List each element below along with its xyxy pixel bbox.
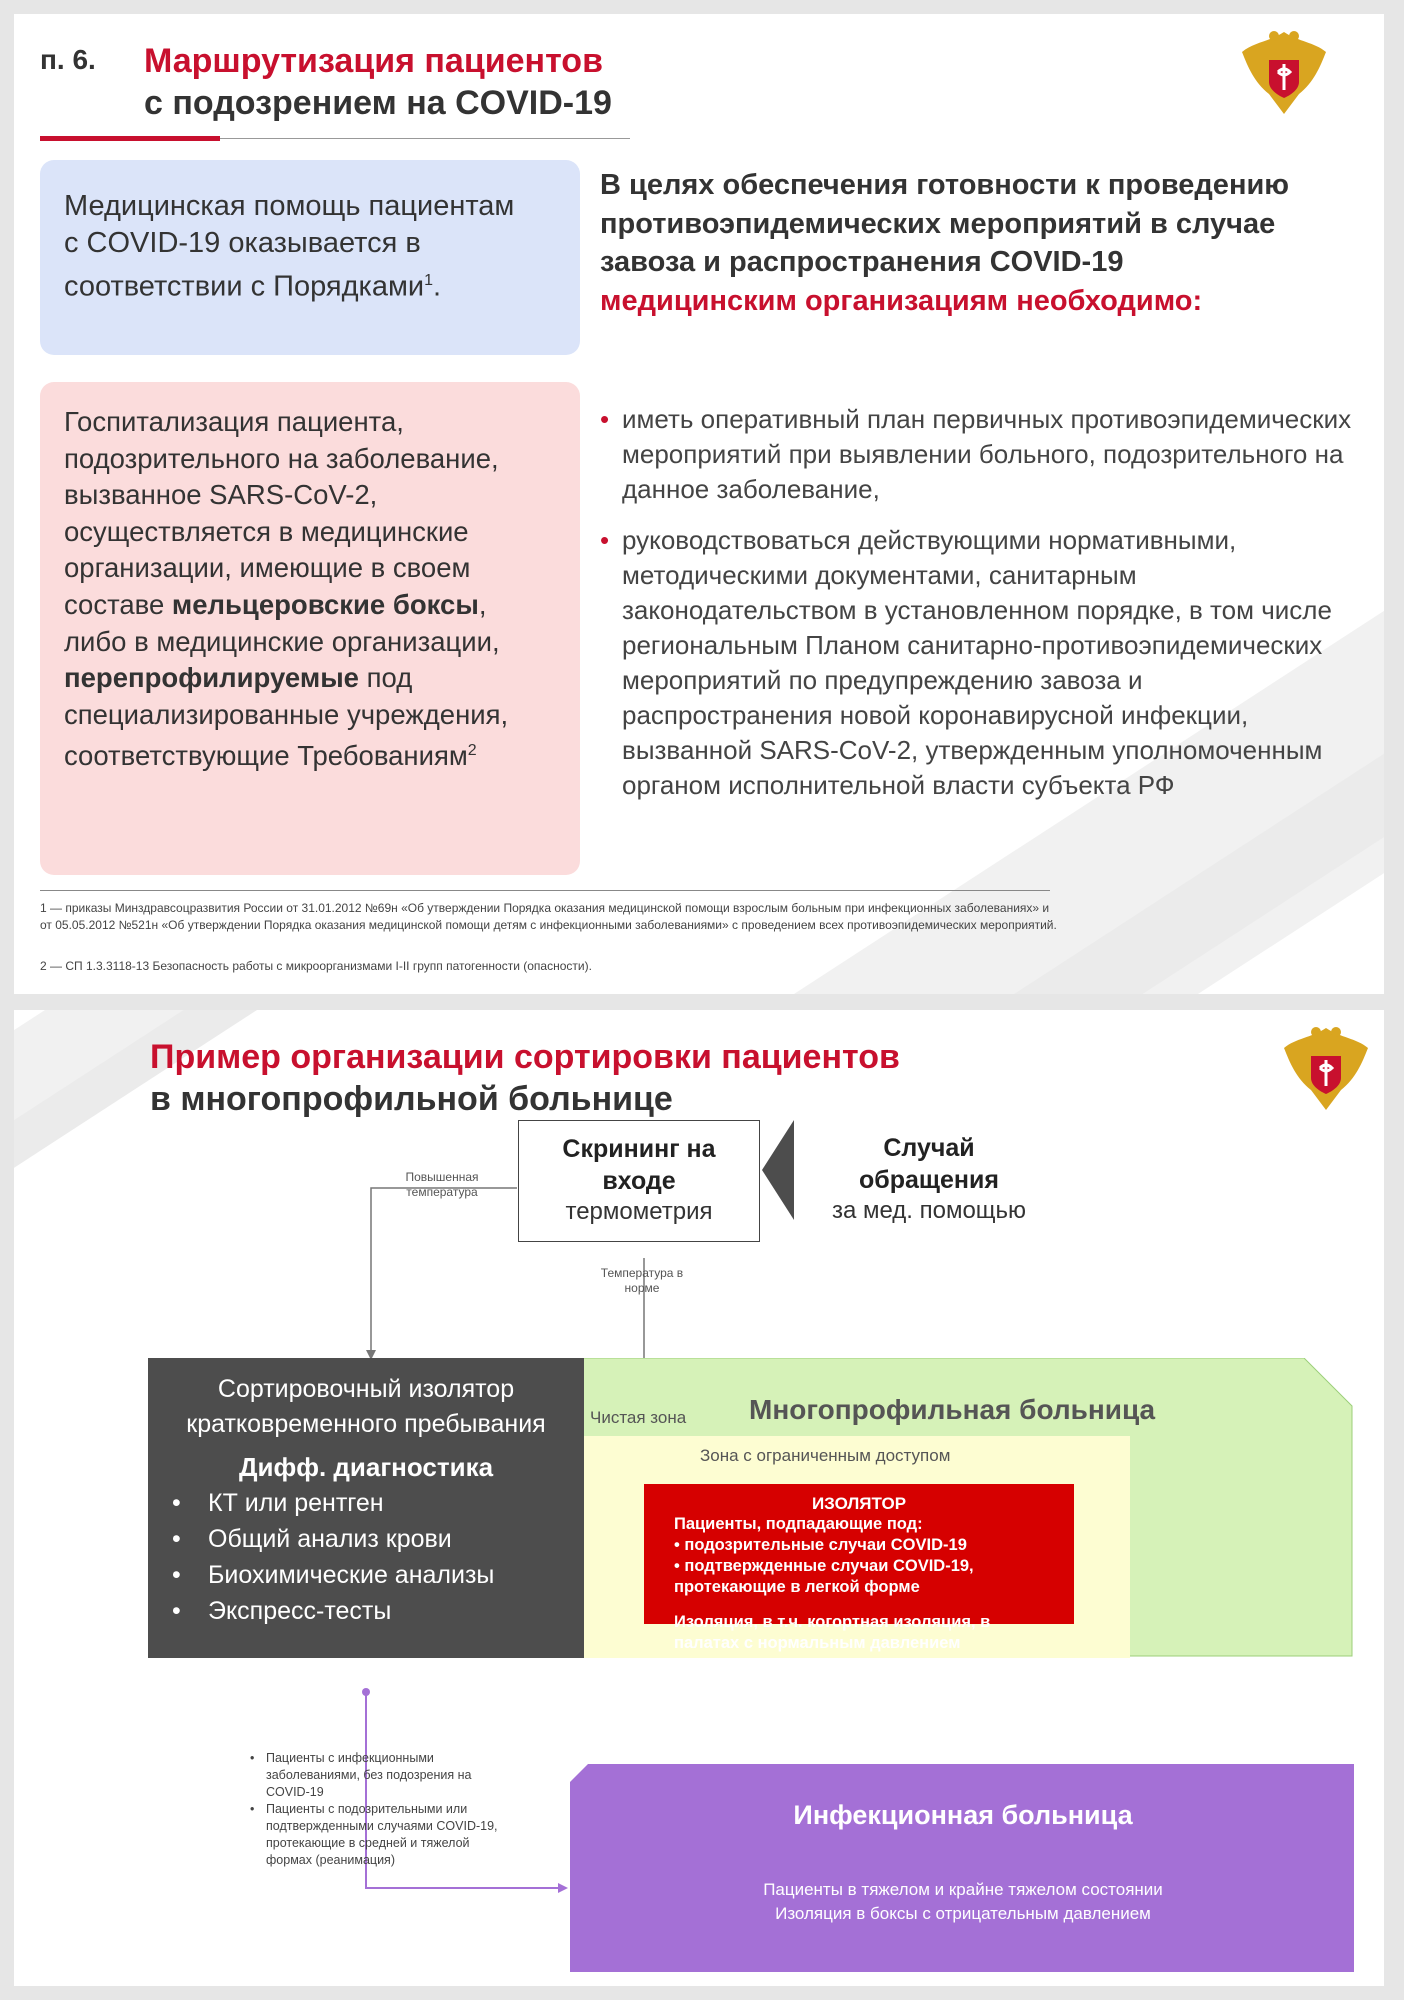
requirements-list — [600, 402, 1360, 819]
coat-of-arms-icon — [1234, 22, 1334, 122]
page-subtitle: в многопрофильной больнице — [150, 1080, 673, 1118]
page-title: Пример организации сортировки пациентов — [150, 1038, 900, 1076]
slide-sorting — [14, 1010, 1384, 1986]
diff-list — [148, 1485, 584, 1629]
list-item: • КТ или рентген — [172, 1485, 584, 1521]
list-item: • руководствоваться действующими нормативными, методическими документами, санитарным законодательством в установленном порядке, в том числе региональным Планом санитарно-противоэпидемических мероприятий по предупреждению завоза и распространения новой коронавирусной инфекции, вызванной SARS-CoV-2, утвержденным уполномоченным органом исполнительной власти субъекта РФ — [600, 525, 1332, 800]
bullet-icon: • — [600, 525, 610, 555]
screening-subtitle: термометрия — [565, 1198, 713, 1225]
screening-title: Скрининг на входе — [562, 1135, 716, 1195]
footnote-2: 2 — СП 1.3.3118-13 Безопасность работы с микроорганизмами I-II групп патогенности (опасности). — [40, 959, 592, 973]
bullet-icon: • — [172, 1597, 181, 1625]
sorting-title: Сортировочный изолятор кратковременного пребывания — [186, 1375, 546, 1438]
diff-title: Дифф. диагностика — [238, 1452, 494, 1482]
sorting-isolator-box — [148, 1358, 584, 1658]
hospital-title: Многопрофильная больница — [749, 1394, 1156, 1425]
pink-box-text: Госпитализация пациента, подозрительного на заболевание, вызванное SARS-CoV-2, осуществляется в медицинские организации, имеющие в своем составе мельцеровские боксы, либо в медицинские организации, перепрофилируемые под специализированные учреждения, соответствующие Требованиям$^2$ — [64, 406, 509, 772]
pink-info-box — [40, 382, 580, 875]
case-label: Случай обращения за мед. помощью — [831, 1134, 1027, 1224]
bullet-icon: • — [250, 1751, 255, 1765]
section-number: п. 6. — [40, 44, 96, 75]
restricted-zone-label: Зона с ограниченным доступом — [700, 1446, 951, 1465]
title-underline-accent — [40, 136, 220, 141]
screening-box — [518, 1120, 760, 1242]
title-underline — [220, 138, 630, 139]
right-heading: В целях обеспечения готовности к проведению противоэпидемических мероприятий в случае завоза и распространения COVID-19 медицинским организациям необходимо: — [600, 169, 1290, 317]
page-subtitle: с подозрением на COVID-19 — [144, 84, 612, 122]
list-item: • иметь оперативный план первичных противоэпидемических мероприятий при выявлении больного, подозрительного на данное заболевание, — [600, 404, 1352, 504]
list-item: • Общий анализ крови — [172, 1521, 584, 1557]
blue-box-text: Медицинская помощь пациентам с COVID-19 оказывается в соответствии с Порядками$^1$. — [64, 190, 515, 303]
infectious-hospital-text: Пациенты в тяжелом и крайне тяжелом состоянии Изоляция в боксы с отрицательным давлением — [763, 1880, 1163, 1923]
footnote-divider — [40, 890, 1050, 891]
clean-zone-label: Чистая зона — [590, 1408, 687, 1427]
isolator-box: ИЗОЛЯТОР Пациенты, подпадающие под: • подозрительные случаи COVID-19 • подтвержденные случаи COVID-19, протекающие в легкой форме Изоляция, в т.ч. когортная изоляция, в палатах с нормальным давлением — [644, 1484, 1074, 1624]
list-item: • Биохимические анализы — [172, 1557, 584, 1593]
bullet-icon: • — [172, 1561, 181, 1589]
blue-info-box — [40, 160, 580, 355]
bullet-icon: • — [172, 1489, 181, 1517]
page-title: Маршрутизация пациентов — [144, 42, 603, 80]
footnote-1: 1 — приказы Минздравсоцразвития России от 31.01.2012 №69н «Об утверждении Порядка оказания медицинской помощи взрослым больным при инфекционных заболеваниях» и от 05.05.2012 №521н «Об утверждении Порядка оказания медицинской помощи детям с инфекционными заболеваниями» с проведением всех противоэпидемических мероприятий. — [40, 901, 1057, 932]
list-item: • Экспресс-тесты — [172, 1593, 584, 1629]
infectious-hospital-shape — [570, 1764, 1356, 1974]
bullet-icon: • — [172, 1525, 181, 1553]
routing-notes: • Пациенты с инфекционными заболеваниями, без подозрения на COVID-19 • Пациенты с подозрительными или подтвержденными случаями COVID-19, протекающие в средней и тяжелой формах (реанимация) — [250, 1751, 498, 1867]
fever-label: Повышенная температура — [405, 1170, 479, 1199]
normal-temp-label: Температура в норме — [600, 1266, 684, 1295]
bullet-icon: • — [600, 404, 610, 434]
infectious-hospital-title: Инфекционная больница — [793, 1800, 1133, 1830]
bullet-icon: • — [250, 1802, 255, 1816]
slide-routing — [14, 14, 1384, 994]
